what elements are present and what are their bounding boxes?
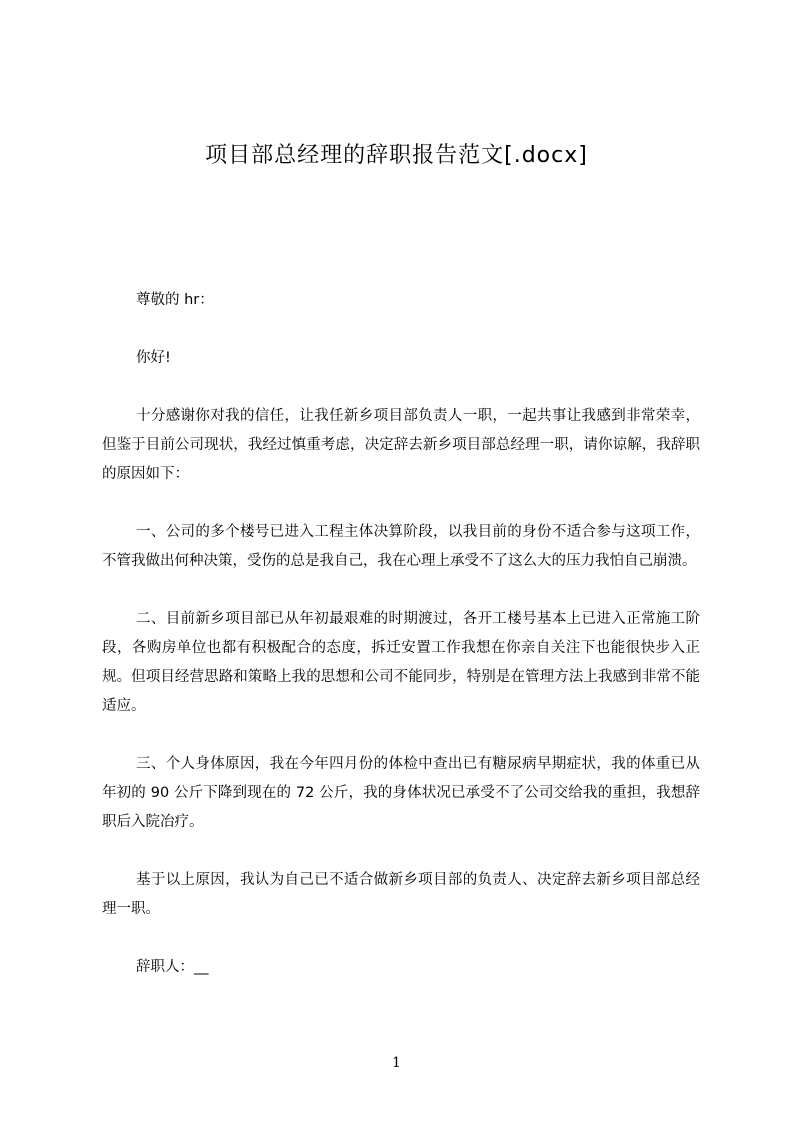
paragraph-reason-two: 二、目前新乡项目部已从年初最艰难的时期渡过，各开工楼号基本上已进入正常施工阶段，各购房单位也都有积极配合的态度，拆迁安置工作我想在你亲自关注下也能很快步入正规。但项目经营思路和策略上我的思想和公司不能同步，特别是在管理方法上我感到非常不能适应。 [102,611,700,714]
document-title: 项目部总经理的辞职报告范文[.docx] [205,143,588,168]
page-number: 1 [392,1055,401,1071]
paragraph-reason-one: 一、公司的多个楼号已进入工程主体决算阶段，以我目前的身份不适合参与这项工作，不管我做出何种决策，受伤的总是我自己，我在心理上承受不了这么大的压力我怕自己崩溃。 [102,524,700,569]
document-body [102,286,700,1011]
paragraph-thanks: 十分感谢你对我的信任，让我任新乡项目部负责人一职，一起共事让我感到非常荣幸，但鉴于目前公司现状，我经过慎重考虑，决定辞去新乡项目部总经理一职，请你谅解，我辞职的原因如下： [102,408,700,482]
salutation: 尊敬的 hr： [136,292,214,308]
greeting: 你好! [136,350,171,366]
paragraph-reason-three: 三、个人身体原因，我在今年四月份的体检中查出已有糖尿病早期症状，我的体重已从年初的 90 公斤下降到现在的 72 公斤，我的身体状况已承受不了公司交给我的重担，我想辞职后入院冶疗。 [102,756,700,830]
signature-line: 辞职人：__ [136,959,209,975]
paragraph-conclusion: 基于以上原因，我认为自己已不适合做新乡项目部的负责人、决定辞去新乡项目部总经理一职。 [102,872,700,917]
